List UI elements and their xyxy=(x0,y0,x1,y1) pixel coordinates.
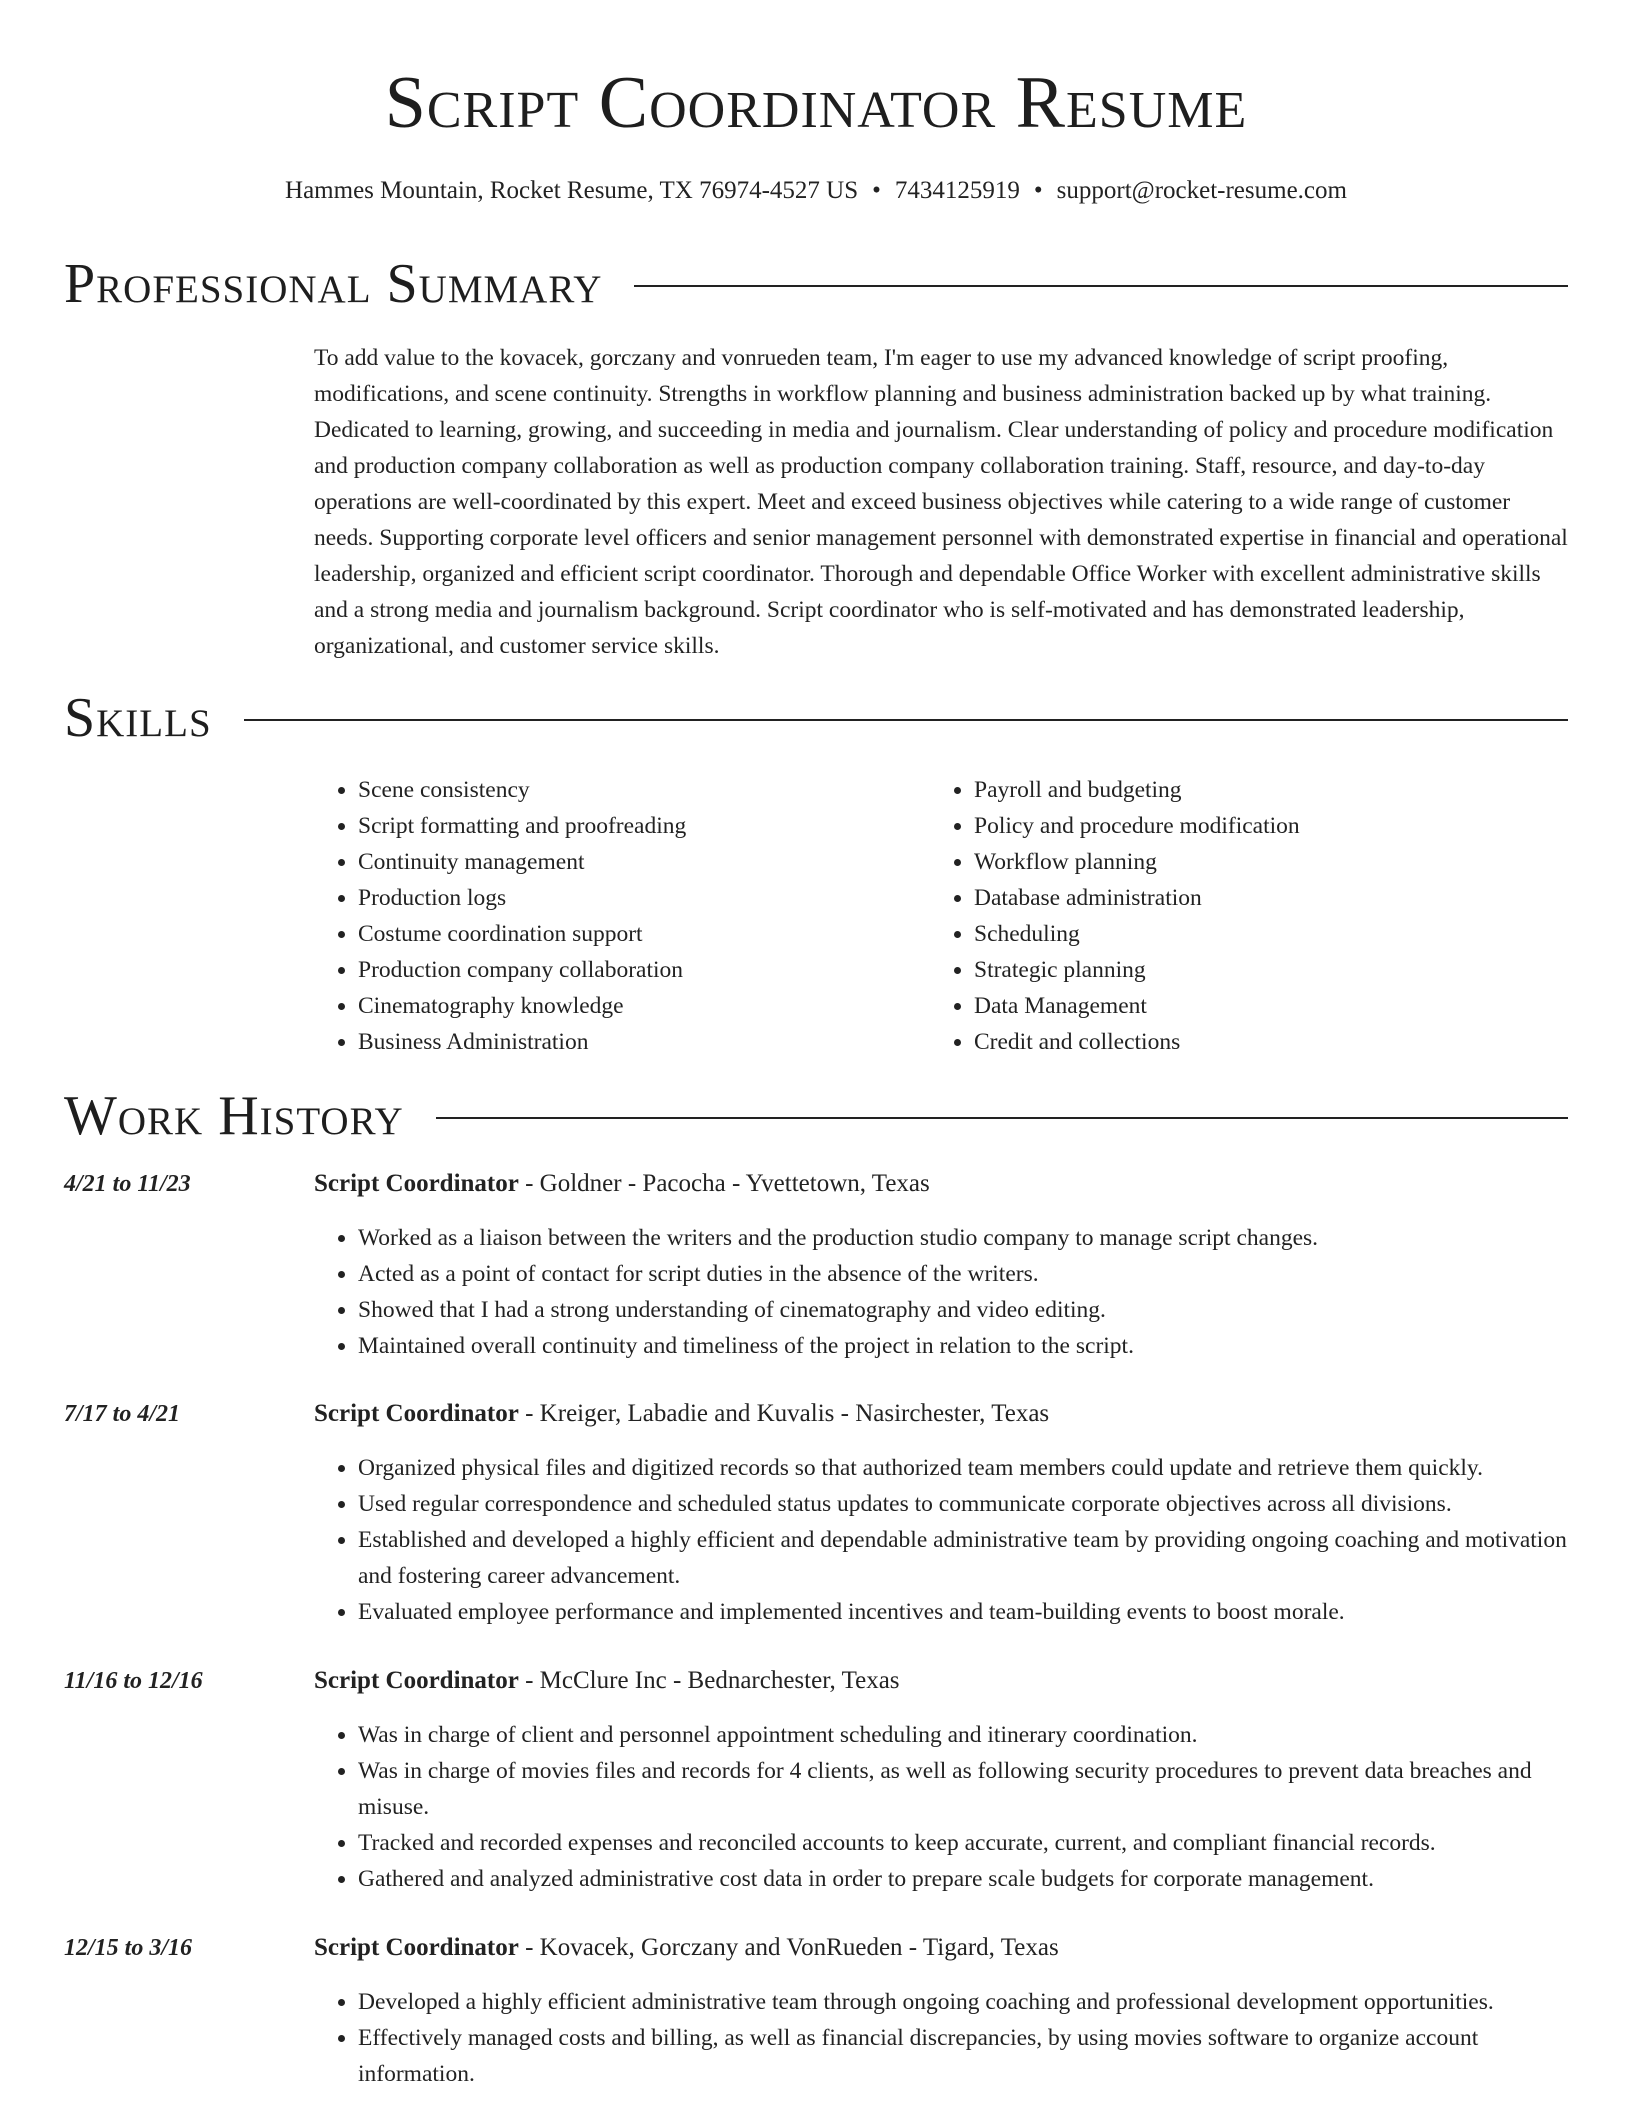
job-dates: 4/21 to 11/23 xyxy=(64,1171,191,1197)
contact-email: support@rocket-resume.com xyxy=(1056,177,1347,204)
job-title: Script Coordinator xyxy=(314,1400,519,1427)
job-bullet: • Tracked and recorded expenses and reconciled accounts to keep accurate, current, and compliant financial records. xyxy=(358,1825,1568,1861)
resume-title: Script Coordinator Resume xyxy=(384,62,1248,144)
job-dates: 7/17 to 4/21 xyxy=(64,1401,181,1427)
contact-separator: • xyxy=(1033,177,1043,204)
summary-paragraph: To add value to the kovacek, gorczany and vonrueden team, I'm eager to use my advanced knowledge of script proofing, modifications, and scene continuity. Strengths in workflow planning and business administration backed up by what training. Dedicated to learning, growing, and succeeding in media and journalism. Clear understanding of policy and procedure modification and production company collaboration as well as production company collaboration training. Staff, resource, and day-to-day operations are well-coordinated by this expert. Meet and exceed business objectives while catering to a wide range of customer needs. Supporting corporate level officers and senior management personnel with demonstrated expertise in financial and operational leadership, organized and efficient script coordinator. Thorough and dependable Office Worker with excellent administrative skills and a strong media and journalism background. Script coordinator who is self-motivated and has demonstrated leadership, organizational, and customer service skills. xyxy=(314,345,1568,659)
job-bullet: • Developed a highly efficient administrative team through ongoing coaching and professional development opportunities. xyxy=(358,1984,1568,2020)
job-bullet: • Acted as a point of contact for script duties in the absence of the writers. xyxy=(358,1256,1568,1292)
job-dates: 11/16 to 12/16 xyxy=(64,1668,203,1694)
job-bullets xyxy=(314,1220,1568,1364)
section-rule xyxy=(634,285,1568,287)
job-bullet: • Established and developed a highly efficient and dependable administrative team by providing ongoing coaching and motivation and fostering career advancement. xyxy=(358,1522,1568,1594)
skills-list xyxy=(314,772,1570,1060)
skill-item: • Production company collaboration xyxy=(358,952,930,988)
section-skills xyxy=(64,686,1568,750)
job-dates: 12/15 to 3/16 xyxy=(64,1935,193,1961)
job-bullet: • Worked as a liaison between the writers and the production studio company to manage script changes. xyxy=(358,1220,1568,1256)
contact-line xyxy=(0,174,1632,208)
skill-item: • Payroll and budgeting xyxy=(974,772,1546,808)
skill-item: • Workflow planning xyxy=(974,844,1546,880)
job-details: - Kreiger, Labadie and Kuvalis - Nasirchester, Texas xyxy=(518,1400,1050,1427)
job-bullets xyxy=(314,1984,1568,2092)
skill-item: • Costume coordination support xyxy=(358,916,930,952)
skill-item: • Production logs xyxy=(358,880,930,916)
job-details: - McClure Inc - Bednarchester, Texas xyxy=(518,1667,900,1694)
job-header xyxy=(314,1166,1568,1202)
job-header xyxy=(314,1396,1568,1432)
skill-item: • Cinematography knowledge xyxy=(358,988,930,1024)
skill-item: • Strategic planning xyxy=(974,952,1546,988)
skills-column-right xyxy=(930,772,1546,1060)
job-bullets xyxy=(314,1717,1568,1897)
job-bullet: • Was in charge of client and personnel appointment scheduling and itinerary coordination. xyxy=(358,1717,1568,1753)
contact-separator: • xyxy=(872,177,881,204)
job-bullet: • Maintained overall continuity and timeliness of the project in relation to the script. xyxy=(358,1328,1568,1364)
section-rule xyxy=(244,719,1568,721)
job-title: Script Coordinator xyxy=(314,1170,519,1197)
job-bullet: • Used regular correspondence and scheduled status updates to communicate corporate objectives across all divisions. xyxy=(358,1486,1568,1522)
job-bullet: • Gathered and analyzed administrative cost data in order to prepare scale budgets for corporate management. xyxy=(358,1861,1568,1897)
skill-item: • Credit and collections xyxy=(974,1024,1546,1060)
job-bullet: • Showed that I had a strong understanding of cinematography and video editing. xyxy=(358,1292,1568,1328)
job-details: - Kovacek, Gorczany and VonRueden - Tigard, Texas xyxy=(518,1934,1059,1961)
skill-item: • Continuity management xyxy=(358,844,930,880)
section-work-history xyxy=(64,1084,1568,1148)
job-bullets xyxy=(314,1450,1568,1630)
section-professional-summary xyxy=(64,252,1568,316)
job-bullet: • Was in charge of movies files and records for 4 clients, as well as following security procedures to prevent data breaches and misuse. xyxy=(358,1753,1568,1825)
job-title: Script Coordinator xyxy=(314,1934,519,1961)
skill-item: • Business Administration xyxy=(358,1024,930,1060)
skills-column-left xyxy=(314,772,930,1060)
contact-address: Hammes Mountain, Rocket Resume, TX 76974-4527 US xyxy=(285,177,859,204)
skill-item: • Scheduling xyxy=(974,916,1546,952)
job-header xyxy=(314,1930,1568,1966)
job-header xyxy=(314,1663,1568,1699)
section-heading: Work History xyxy=(64,1085,404,1147)
skill-item: • Database administration xyxy=(974,880,1546,916)
skill-item: • Script formatting and proofreading xyxy=(358,808,930,844)
section-rule xyxy=(436,1117,1568,1119)
section-heading: Skills xyxy=(64,687,212,749)
job-details: - Goldner - Pacocha - Yvettetown, Texas xyxy=(518,1170,930,1197)
job-title: Script Coordinator xyxy=(314,1667,519,1694)
skill-item: • Policy and procedure modification xyxy=(974,808,1546,844)
job-bullet: • Effectively managed costs and billing, as well as financial discrepancies, by using movies software to organize account information. xyxy=(358,2020,1568,2092)
skill-item: • Scene consistency xyxy=(358,772,930,808)
skill-item: • Data Management xyxy=(974,988,1546,1024)
job-bullet: • Evaluated employee performance and implemented incentives and team-building events to boost morale. xyxy=(358,1594,1568,1630)
section-heading: Professional Summary xyxy=(64,253,603,315)
contact-phone: 7434125919 xyxy=(894,177,1020,204)
job-bullet: • Organized physical files and digitized records so that authorized team members could update and retrieve them quickly. xyxy=(358,1450,1568,1486)
